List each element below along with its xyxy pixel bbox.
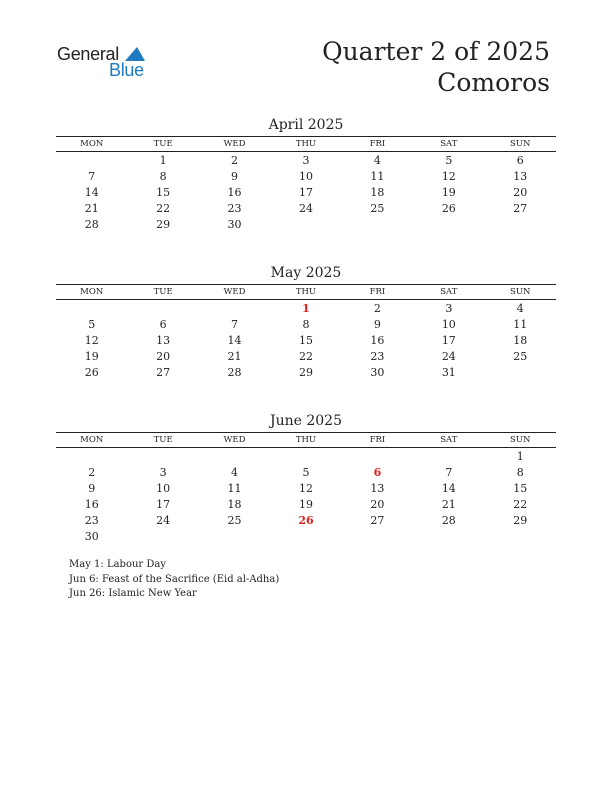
weekday-header: WED [199,433,270,448]
day-cell: 11 [227,482,242,495]
day-cell [413,449,484,465]
day-cell: 25 [513,350,528,363]
day-cell: 28 [441,514,456,527]
day-cell [342,217,413,233]
day-cell: 21 [441,498,456,511]
day-cell: 14 [227,334,242,347]
month-calendar [56,116,556,233]
day-cell: 5 [302,466,310,479]
day-cell: 5 [88,318,96,331]
day-cell: 10 [156,482,171,495]
day-cell: 23 [84,514,99,527]
day-cell [485,529,556,545]
week-row [56,185,556,201]
day-cell: 23 [370,350,385,363]
day-cell: 15 [156,186,171,199]
weekday-header: TUE [127,137,198,152]
week-row [56,317,556,333]
weekday-header: FRI [342,433,413,448]
weekday-header: TUE [127,433,198,448]
day-cell: 22 [156,202,171,215]
holiday-day-cell: 6 [373,466,382,479]
day-cell: 14 [441,482,456,495]
day-cell: 6 [159,318,167,331]
day-cell: 7 [231,318,239,331]
day-cell [199,529,270,545]
day-cell [127,529,198,545]
weekday-header: MON [56,433,127,448]
day-cell: 11 [513,318,528,331]
day-cell: 19 [84,350,99,363]
day-cell: 9 [373,318,381,331]
week-row [56,529,556,545]
month-calendar [56,412,556,545]
day-cell: 27 [513,202,528,215]
weekday-header: MON [56,285,127,300]
day-cell [270,449,341,465]
day-cell: 3 [445,302,453,315]
week-row [56,301,556,317]
day-cell: 29 [156,218,171,231]
logo-text-blue: Blue [109,60,144,80]
week-row [56,481,556,497]
day-cell: 13 [513,170,528,183]
logo-text-general: General [57,44,119,64]
month-grid [56,284,556,381]
day-cell [342,449,413,465]
day-cell: 26 [441,202,456,215]
day-cell [199,449,270,465]
month-title: April 2025 [268,117,344,133]
day-cell: 16 [370,334,385,347]
day-cell: 14 [84,186,99,199]
day-cell: 23 [227,202,242,215]
day-cell: 12 [298,482,313,495]
day-cell [56,301,127,317]
day-cell: 1 [516,450,524,463]
weekday-header: FRI [342,137,413,152]
day-cell: 4 [231,466,239,479]
day-cell: 25 [370,202,385,215]
day-cell: 13 [156,334,171,347]
week-row [56,465,556,481]
day-cell: 12 [441,170,456,183]
day-cell: 3 [302,154,310,167]
holiday-day-cell: 26 [298,514,314,527]
day-cell: 27 [370,514,385,527]
day-cell: 1 [159,154,167,167]
day-cell [413,529,484,545]
week-row [56,217,556,233]
day-cell [485,365,556,381]
day-cell: 3 [159,466,167,479]
weekday-header: SUN [485,433,556,448]
quarter-title: Quarter 2 of 2025 [322,37,550,66]
weekday-header: WED [199,137,270,152]
month-title: May 2025 [270,265,342,281]
day-cell [199,301,270,317]
day-cell: 20 [370,498,385,511]
day-cell: 12 [84,334,99,347]
month-calendar [56,264,556,381]
weekday-header: SUN [485,285,556,300]
day-cell: 9 [231,170,239,183]
day-cell [413,217,484,233]
generalblue-logo [57,42,157,82]
month-title: June 2025 [269,413,342,429]
day-cell: 10 [298,170,313,183]
month-grid [56,432,556,545]
day-cell [270,217,341,233]
holiday-note: Jun 6: Feast of the Sacrifice (Eid al-Adha) [69,573,280,585]
day-cell: 7 [445,466,453,479]
day-cell: 18 [513,334,528,347]
day-cell: 21 [227,350,242,363]
day-cell [56,449,127,465]
day-cell: 19 [441,186,456,199]
week-row [56,169,556,185]
day-cell: 6 [516,154,524,167]
week-row [56,201,556,217]
day-cell: 16 [227,186,242,199]
day-cell: 4 [373,154,381,167]
page-title [322,36,550,98]
day-cell: 27 [156,366,171,379]
day-cell: 17 [298,186,313,199]
weekday-header: THU [270,285,341,300]
day-cell: 4 [516,302,524,315]
day-cell: 28 [84,218,99,231]
day-cell: 5 [445,154,453,167]
day-cell: 24 [298,202,313,215]
day-cell: 7 [88,170,96,183]
country-title: Comoros [437,68,550,97]
day-cell: 8 [159,170,167,183]
day-cell [342,529,413,545]
day-cell: 8 [516,466,524,479]
week-row [56,513,556,529]
weekday-header: THU [270,137,341,152]
week-row [56,153,556,169]
day-cell [127,449,198,465]
day-cell: 21 [84,202,99,215]
day-cell: 16 [84,498,99,511]
day-cell: 29 [513,514,528,527]
day-cell [127,301,198,317]
day-cell: 22 [513,498,528,511]
holiday-note: Jun 26: Islamic New Year [69,588,197,599]
weekday-header: SAT [413,285,484,300]
month-grid [56,136,556,233]
holiday-note: May 1: Labour Day [69,559,166,570]
day-cell: 15 [298,334,313,347]
day-cell: 17 [156,498,171,511]
weekday-header: FRI [342,285,413,300]
day-cell: 10 [441,318,456,331]
weekday-header: TUE [127,285,198,300]
day-cell: 24 [156,514,171,527]
weekday-header: SAT [413,137,484,152]
day-cell: 28 [227,366,242,379]
weekday-header: WED [199,285,270,300]
week-row [56,333,556,349]
day-cell: 2 [231,154,239,167]
day-cell: 20 [513,186,528,199]
day-cell: 2 [373,302,381,315]
day-cell [270,529,341,545]
day-cell: 19 [298,498,313,511]
day-cell: 13 [370,482,385,495]
week-row [56,365,556,381]
day-cell: 11 [370,170,385,183]
day-cell: 31 [441,366,456,379]
day-cell: 30 [84,530,99,543]
weekday-header: SAT [413,433,484,448]
day-cell: 18 [370,186,385,199]
holiday-notes [69,558,279,602]
weekday-header: MON [56,137,127,152]
day-cell: 2 [88,466,96,479]
day-cell: 24 [441,350,456,363]
day-cell: 25 [227,514,242,527]
day-cell: 15 [513,482,528,495]
day-cell: 29 [298,366,313,379]
holiday-day-cell: 1 [302,302,310,315]
week-row [56,497,556,513]
day-cell [485,217,556,233]
week-row [56,349,556,365]
day-cell: 30 [370,366,385,379]
day-cell [56,153,127,169]
day-cell: 18 [227,498,242,511]
day-cell: 22 [298,350,313,363]
day-cell: 8 [302,318,310,331]
weekday-header: SUN [485,137,556,152]
week-row [56,449,556,465]
day-cell: 9 [88,482,96,495]
day-cell: 30 [227,218,242,231]
day-cell: 17 [441,334,456,347]
day-cell: 26 [84,366,99,379]
weekday-header: THU [270,433,341,448]
day-cell: 20 [156,350,171,363]
